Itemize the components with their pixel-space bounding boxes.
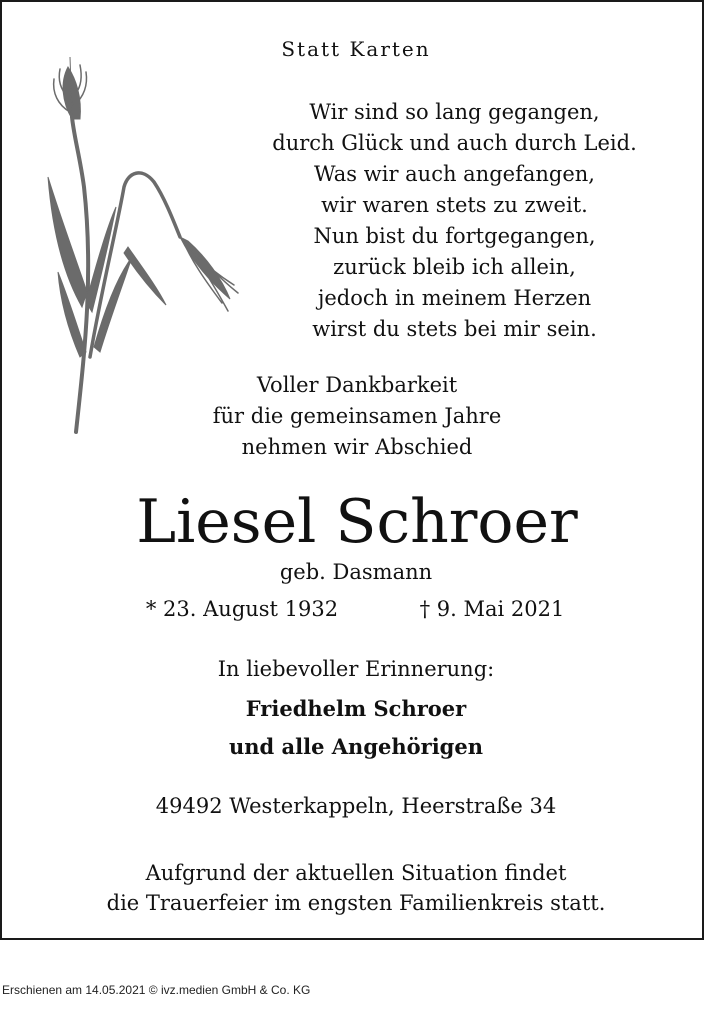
poem-line: zurück bleib ich allein, xyxy=(333,255,576,279)
birth-name: geb. Dasmann xyxy=(279,560,433,584)
poem-line: durch Glück und auch durch Leid. xyxy=(272,131,637,155)
gratitude-line: für die gemeinsamen Jahre xyxy=(212,404,502,428)
poem-line: Nun bist du fortgegangen, xyxy=(313,224,596,248)
poem-line: wirst du stets bei mir sein. xyxy=(312,317,597,341)
deceased-name: Liesel Schroer xyxy=(136,487,578,557)
memory-line: In liebevoller Erinnerung: xyxy=(217,657,495,681)
mourner-family: und alle Angehörigen xyxy=(229,734,483,759)
poem xyxy=(227,97,682,345)
death-date: † 9. Mai 2021 xyxy=(419,597,565,621)
gratitude-line: Voller Dankbarkeit xyxy=(256,373,458,397)
address: 49492 Westerkappeln, Heerstraße 34 xyxy=(155,794,557,818)
gratitude-text xyxy=(132,370,582,463)
gratitude-line: nehmen wir Abschied xyxy=(241,435,473,459)
funeral-notice-line: Aufgrund der aktuellen Situation findet xyxy=(145,861,567,885)
poem-line: wir waren stets zu zweit. xyxy=(321,193,588,217)
birth-date: * 23. August 1932 xyxy=(145,597,339,621)
mourner-name: Friedhelm Schroer xyxy=(245,696,467,721)
funeral-notice-line: die Trauerfeier im engsten Familienkreis statt. xyxy=(106,891,606,915)
poem-line: jedoch in meinem Herzen xyxy=(317,286,592,310)
publication-footer: Erschienen am 14.05.2021 © ivz.medien GmbH & Co. KG xyxy=(2,983,311,997)
funeral-notice xyxy=(22,858,690,918)
poem-line: Wir sind so lang gegangen, xyxy=(309,100,600,124)
poem-line: Was wir auch angefangen, xyxy=(314,162,595,186)
statt-karten-header: Statt Karten xyxy=(281,37,431,61)
